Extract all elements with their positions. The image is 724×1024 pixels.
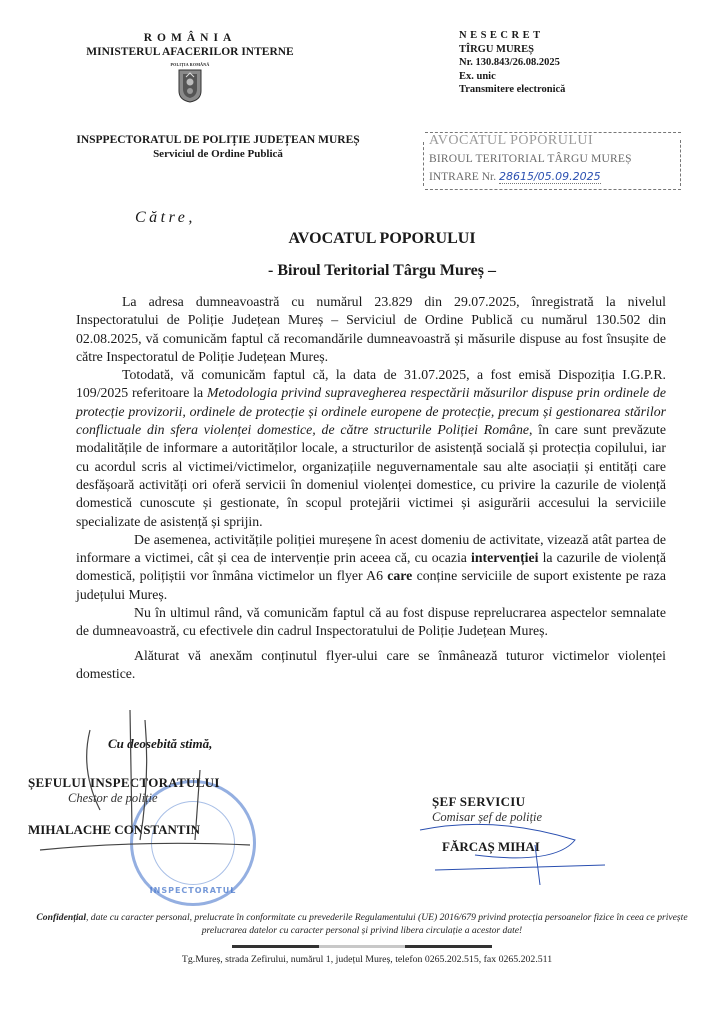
confidentiality-text: , date cu caracter personal, prelucrate în conformitate cu prevederile Regulamentului (UE) 2016/679 privind protecția persoanelor fizice în ceea ce privește prelucrarea datelor cu caracter personal și privind libera circulație a acestor date!	[85, 912, 688, 936]
tricolor-divider	[232, 945, 492, 948]
signatory-name: FĂRCAȘ MIHAI	[442, 839, 540, 854]
handwritten-signature-icon	[20, 690, 260, 870]
paragraph-text: conține serviciile de suport existente pe raza județului Mureș.	[76, 568, 666, 602]
paragraph-emphasis: intervenției	[471, 550, 539, 566]
ministry-name: MINISTERUL AFACERILOR INTERNE	[86, 46, 294, 58]
paragraph: La adresa dumneavoastră cu numărul 23.829 din 29.07.2025, înregistrată la nivelul Inspectoratului de Poliție Județean Mureș – Serviciul de Ordine Publică cu numărul 130.502 din 02.08.2025, vă comunicăm faptul că recomandările dumneavoastră și măsurile dispuse au fost însușite de către Inspectoratul de Poliție Județean Mureș.	[76, 294, 666, 364]
signatory-title: ȘEFULUI INSPECTORATULUI	[28, 775, 220, 790]
paragraph-text: Totodată, vă comunicăm faptul că, la data de 31.07.2025, a fost emisă Dispoziția I.G.P.R. 109/2025 referitoare la	[76, 367, 666, 401]
stamp-border	[680, 140, 681, 186]
paragraph-text: la cazurile de violență domestică, polițiștii vor înmâna victimelor un flyer A6	[76, 550, 666, 584]
paragraph-text: De asemenea, activitățile poliției mureșene în acest domeniu de activitate, vizează atât partea de informare a victimei, cât și cea de intervenție prin aceea că, cu ocazia	[76, 531, 666, 566]
registration-stamp	[423, 132, 681, 190]
romanian-coat-of-arms-icon	[178, 69, 202, 103]
stamp-border	[425, 189, 681, 190]
paragraph: Alăturat vă anexăm conținutul flyer-ului care se înmânează tuturor victimelor violenței domestice.	[76, 647, 666, 681]
crest-label: POLIȚIA ROMÂNĂ	[170, 62, 210, 67]
letterhead	[70, 32, 310, 103]
stamp-border	[423, 142, 424, 186]
stamp-entry-label: INTRARE Nr.	[429, 171, 497, 183]
stamp-title: AVOCATUL POPORULUI	[429, 133, 594, 148]
confidentiality-notice	[30, 911, 694, 937]
signatory-title: ȘEF SERVICIU	[432, 794, 526, 809]
transmission-mode: Transmitere electronică	[459, 84, 566, 95]
paragraph	[76, 366, 666, 531]
issuing-city: TÎRGU MUREȘ	[459, 43, 534, 55]
handwritten-signature-icon	[415, 810, 615, 890]
inspectorate-block	[68, 133, 368, 161]
letter-body	[76, 293, 666, 683]
document-number: Nr. 130.843/26.08.2025	[459, 57, 560, 68]
stamp-entry	[429, 170, 601, 183]
paragraph	[76, 531, 666, 604]
paragraph: Nu în ultimul rând, vă comunicăm faptul că au fost dispuse reprelucrarea aspectelor semnalate de dumneavoastră, cu efectivele din cadrul Inspectoratului de Poliție Județean Mureș.	[76, 605, 666, 639]
footer-address: Tg.Mureș, strada Zefirului, numărul 1, județul Mureș, telefon 0265.202.515, fax 0265.202.511	[181, 954, 553, 965]
country-name: ROMÂNIA	[143, 32, 237, 44]
stamp-entry-value: 28615/05.09.2025	[498, 170, 601, 183]
recipient-institution: AVOCATUL POPORULUI	[288, 230, 476, 247]
service-name: Serviciul de Ordine Publică	[153, 148, 283, 160]
signatory-rank: Chestor de poliție	[68, 791, 158, 805]
inspectorate-name: INSPPECTORATUL DE POLIȚIE JUDEȚEAN MUREȘ	[76, 134, 360, 146]
signatory-rank: Comisar șef de poliție	[432, 810, 543, 824]
paragraph-text: , în care sunt prevăzute modalitățile de informare a autorităților locale, a structurilor de asistență socială și protecția copilului, iar cu acordul scris al victimei/victimelor, organizațiile neguvernamentale sau alte asociații și entități care desfășoară activități ori oferă servicii în domeniul violenței domestice, cu privire la cazurile de violență domestică cunoscute și gestionate, în scopul protejării victimei și asigurării accesului la serviciile specializate de asistență și sprijin.	[76, 422, 667, 529]
methodology-title: Metodologia privind supravegherea respectării măsurilor dispuse prin ordinele de protecție provizorii, ordinele de protecție și ordinele europene de protecție, precum și gestionarea stărilor conflictuale din sfera violenței domestice, de către structurile Poliției Române	[76, 385, 666, 438]
paragraph-emphasis: care	[387, 568, 413, 584]
classification-block	[459, 29, 565, 97]
copy-count: Ex. unic	[459, 70, 496, 82]
seal-text: INSPECTORATUL	[149, 886, 237, 895]
divider-segment	[232, 945, 319, 948]
closing-formula: Cu deosebită stimă,	[108, 736, 213, 751]
divider-segment	[405, 945, 492, 948]
classification-level: NESECRET	[459, 30, 544, 41]
signatory-name: MIHALACHE CONSTANTIN	[28, 822, 201, 837]
confidentiality-label: Confidențial	[36, 912, 86, 923]
recipient-office: - Biroul Teritorial Târgu Mureș –	[267, 262, 496, 279]
stamp-office: BIROUL TERITORIAL TÂRGU MUREȘ	[429, 153, 632, 165]
salutation-to: Către,	[135, 209, 196, 226]
divider-segment	[319, 945, 406, 948]
